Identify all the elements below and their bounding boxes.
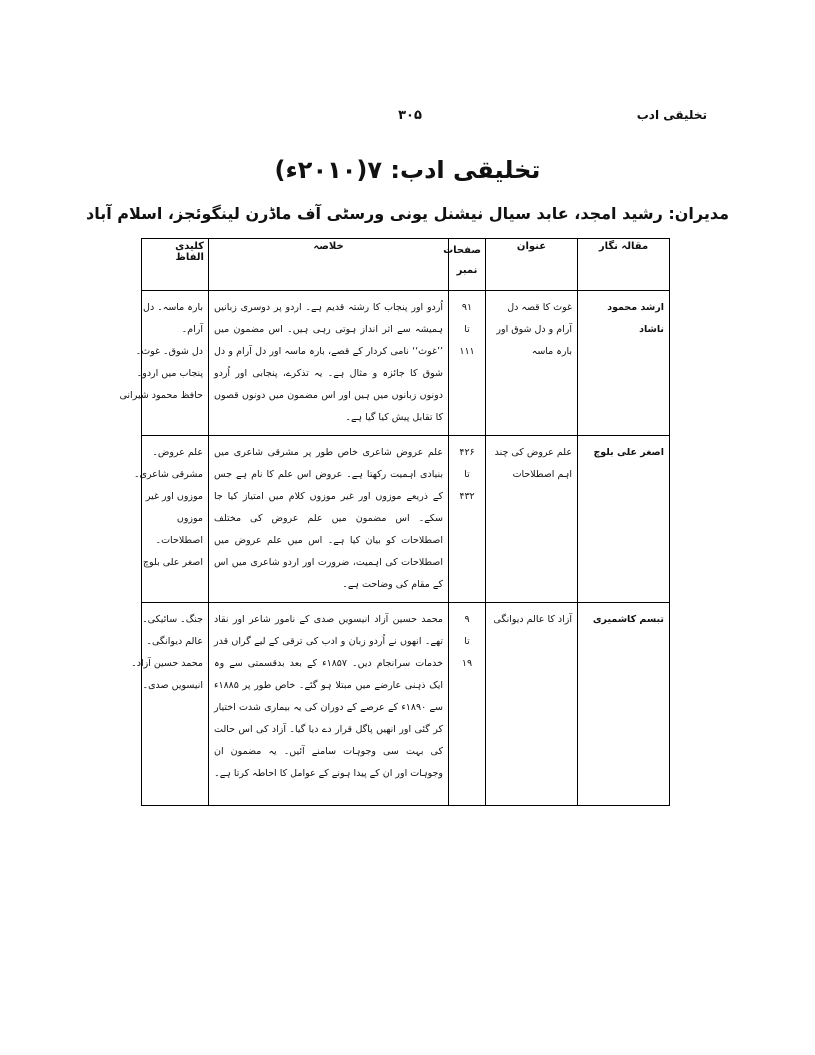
header-pages: صفحات نمبر [449, 239, 486, 291]
cell-pages [449, 291, 486, 436]
cell-keywords [133, 436, 209, 603]
running-journal-name: تخلیقی ادب [636, 108, 707, 122]
keyword: آرام۔ [181, 324, 203, 335]
keyword: محمد حسین آزاد۔ [131, 658, 203, 669]
keyword: بارہ ماسہ۔ دل [143, 302, 203, 313]
keyword: دل شوق۔ غوث۔ [135, 346, 203, 357]
page-end: ۴۳۲ [459, 491, 475, 502]
articles-table [119, 238, 670, 806]
header-author: مقالہ نگار [578, 239, 670, 291]
cell-pages [449, 436, 486, 603]
keyword: جنگ۔ سائیکی۔ [142, 614, 203, 625]
page-to: تا [464, 636, 470, 647]
keyword: علم عروض۔ [152, 447, 203, 458]
keyword: موزوں اور غیر [145, 491, 203, 502]
cell-summary: محمد حسین آزاد انیسویں صدی کے نامور شاعر اور نقاد تھے۔ انھوں نے اُردو زبان و ادب کی ترقی کے لیے گراں قدر خدمات سرانجام دیں۔ ۱۸۵۷ء کے بعد بدقسمتی سے وہ ایک ذہنی عارضے میں مبتلا ہو گئے۔ خاص طور پر ۱۸۸۵ء سے ۱۸۹۰ء کے عرصے کے دوران کی یہ بیماری شدت اختیار کر گئی اور انھیں پاگل قرار دے دیا گیا۔ آزاد کی اس حالت کی بہت سی وجوہات سامنے آئیں۔ یہ مضمون ان وجوہات اور ان کے پیدا ہونے کے عوامل کا احاطہ کرتا ہے۔ [209, 603, 449, 806]
page-start: ۴۲۶ [459, 447, 475, 458]
cell-title: غوث کا قصہ دل آرام و دل شوق اور بارہ ماسہ [486, 291, 578, 436]
editors-line: مدیران: رشید امجد، عابد سیال نیشنل یونی ورسٹی آف ماڈرن لینگوئجز، اسلام آباد [85, 204, 730, 223]
keyword: اصغر علی بلوچ [142, 557, 203, 568]
cell-author: ارشد محمود ناشاد [578, 291, 670, 436]
cell-title: علم عروض کی چند اہم اصطلاحات [486, 436, 578, 603]
page-number: ۳۰۵ [398, 108, 422, 123]
cell-pages [449, 603, 486, 806]
page-to: تا [464, 469, 470, 480]
cell-author: تبسم کاشمیری [578, 603, 670, 806]
cell-keywords [131, 603, 209, 806]
table-row [142, 291, 670, 436]
header-title: عنوان [486, 239, 578, 291]
table-row [142, 603, 670, 806]
table-header-row [142, 239, 670, 291]
keyword: مشرقی شاعری۔ [133, 469, 203, 480]
keyword: اصطلاحات۔ [155, 535, 203, 546]
page-to: تا [464, 324, 470, 335]
header-summary: خلاصہ [209, 239, 449, 291]
keyword: پنجاب میں اردو۔ [136, 368, 203, 379]
cell-summary: علم عروض شاعری خاص طور پر مشرقی شاعری میں بنیادی اہمیت رکھتا ہے۔ عروض اس علم کا نام ہے جس کے ذریعے موزوں اور غیر موزوں کلام میں امتیاز کیا جا سکے۔ اس مضمون میں علم عروض کی مختلف اصطلاحات کو بیان کیا ہے۔ اس میں علم عروض میں اصطلاحات کی اہمیت، ضرورت اور اردو شاعری میں اس کے مقام کی وضاحت ہے۔ [209, 436, 449, 603]
keyword: انیسویں صدی۔ [142, 680, 203, 691]
journal-title: تخلیقی ادب: ۷(۲۰۱۰ء) [274, 156, 541, 184]
cell-summary: اُردو اور پنجاب کا رشتہ قدیم ہے۔ اردو پر دوسری زبانیں ہمیشہ سے اثر انداز ہوتی رہی ہیں۔ اس مضمون میں ’’غوث‘‘ نامی کردار کے قصے، بارہ ماسہ اور دل آرام و دل شوق کا جائزہ و مثال ہے۔ یہ تذکرے، پنجابی اور اُردو دونوں زبانوں میں ہیں اور اس مضمون میں دونوں قصوں کا تقابل پیش کیا گیا ہے۔ [209, 291, 449, 436]
page-start: ۹۱ [461, 302, 473, 313]
cell-author: اصغر علی بلوچ [578, 436, 670, 603]
running-header [0, 108, 815, 128]
keyword: حافظ محمود شیرانی [119, 390, 203, 401]
page-start: ۹ [464, 614, 470, 625]
keyword: عالم دیوانگی۔ [146, 636, 203, 647]
page-end: ۱۱۱ [459, 346, 475, 357]
keyword: موزوں [176, 513, 203, 524]
table-row [142, 436, 670, 603]
cell-title: آزاد کا عالم دیوانگی [486, 603, 578, 806]
header-keywords: کلیدی الفاظ [142, 239, 209, 291]
page-end: ۱۹ [461, 658, 473, 669]
cell-keywords [119, 291, 209, 436]
